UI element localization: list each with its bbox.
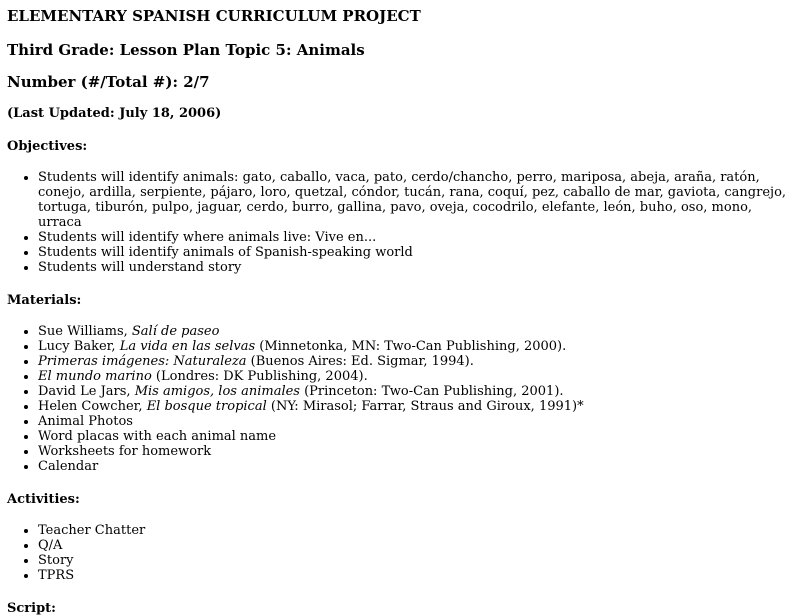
material-details: (Minnetonka, MN: Two-Can Publishing, 2000). bbox=[255, 339, 567, 354]
material-title: Salí de paseo bbox=[131, 324, 220, 339]
material-title: El bosque tropical bbox=[146, 399, 267, 414]
list-item bbox=[38, 429, 793, 444]
material-details: (Londres: DK Publishing, 2004). bbox=[151, 369, 368, 384]
material-details: (Princeton: Two-Can Publishing, 2001). bbox=[299, 384, 564, 399]
lesson-topic: Third Grade: Lesson Plan Topic 5: Animals bbox=[7, 41, 365, 59]
last-updated: (Last Updated: July 18, 2006) bbox=[7, 106, 222, 121]
list-item: • Students will understand story bbox=[38, 260, 793, 275]
list-item bbox=[38, 324, 793, 339]
list-item: • TPRS bbox=[38, 568, 793, 583]
material-name: Word placas with each animal name bbox=[38, 429, 277, 444]
list-item: • Teacher Chatter bbox=[38, 523, 793, 538]
material-author: David Le Jars, bbox=[38, 384, 135, 399]
script-label: Script: bbox=[7, 601, 56, 616]
material-author: Helen Cowcher, bbox=[38, 399, 147, 414]
activities-label: Activities: bbox=[7, 492, 80, 507]
material-name: Worksheets for homework bbox=[38, 444, 212, 459]
material-author: Sue Williams, bbox=[38, 324, 132, 339]
list-item bbox=[38, 339, 793, 354]
list-item: • Students will identify animals of Spanish-speaking world bbox=[38, 245, 793, 260]
list-item bbox=[38, 369, 793, 384]
list-item: • Students will identify animals: gato, caballo, vaca, pato, cerdo/chancho, perro, mariposa, abeja, araña, ratón, conejo, ardilla, serpiente, pájaro, loro, quetzal, cóndor, tucán, rana, coquí, pez, caballo de mar, gaviota, cangrejo, tortuga, tiburón, pulpo, jaguar, cerdo, burro, gallina, pavo, oveja, cocodrilo, elefante, león, buho, oso, mono, urraca bbox=[38, 170, 793, 230]
list-item bbox=[38, 444, 793, 459]
list-item bbox=[38, 384, 793, 399]
material-author: Lucy Baker, bbox=[38, 339, 120, 354]
list-item bbox=[38, 459, 793, 474]
materials-list bbox=[7, 324, 793, 474]
list-item bbox=[38, 414, 793, 429]
material-details: (NY: Mirasol; Farrar, Straus and Giroux, 1991)* bbox=[266, 399, 584, 414]
activities-list bbox=[7, 523, 793, 583]
objectives-label: Objectives: bbox=[7, 139, 88, 154]
project-title: ELEMENTARY SPANISH CURRICULUM PROJECT bbox=[7, 7, 421, 25]
materials-label: Materials: bbox=[7, 293, 82, 308]
lesson-number: Number (#/Total #): 2/7 bbox=[7, 73, 210, 91]
material-title: La vida en las selvas bbox=[119, 339, 256, 354]
material-title: Primeras imágenes: Naturaleza bbox=[38, 354, 247, 369]
material-name: Animal Photos bbox=[38, 414, 133, 429]
list-item: • Q/A bbox=[38, 538, 793, 553]
list-item bbox=[38, 354, 793, 369]
list-item bbox=[38, 399, 793, 414]
list-item: • Students will identify where animals live: Vive en... bbox=[38, 230, 793, 245]
material-title: El mundo marino bbox=[38, 369, 152, 384]
material-details: (Buenos Aires: Ed. Sigmar, 1994). bbox=[246, 354, 474, 369]
material-name: Calendar bbox=[38, 459, 99, 474]
material-title: Mis amigos, los animales bbox=[134, 384, 300, 399]
list-item: • Story bbox=[38, 553, 793, 568]
objectives-list bbox=[7, 170, 793, 275]
